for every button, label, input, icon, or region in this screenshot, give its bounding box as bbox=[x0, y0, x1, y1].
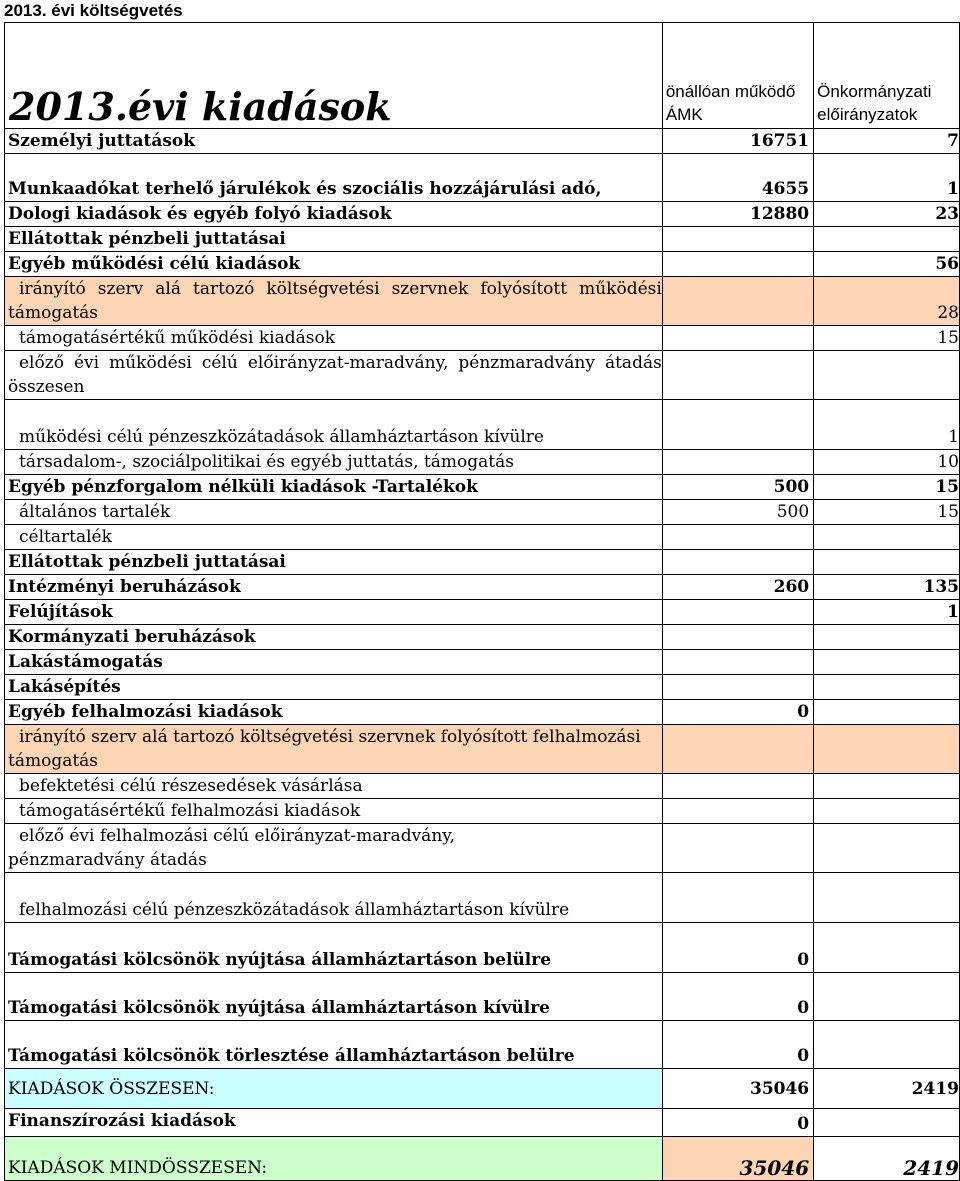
row-value-onk bbox=[814, 725, 960, 774]
header-row bbox=[5, 23, 960, 129]
row-value-amk bbox=[662, 326, 813, 351]
row-value-onk bbox=[814, 923, 960, 973]
row-value-amk bbox=[662, 725, 813, 774]
table-row bbox=[5, 575, 960, 600]
row-value-onk: 10 bbox=[814, 450, 960, 475]
row-label: Egyéb felhalmozási kiadások bbox=[5, 700, 663, 725]
row-value-amk bbox=[662, 450, 813, 475]
row-value-onk bbox=[814, 351, 960, 400]
row-value-onk bbox=[814, 873, 960, 923]
row-label: Felújítások bbox=[5, 600, 663, 625]
table-row bbox=[5, 600, 960, 625]
table-row bbox=[5, 774, 960, 799]
row-value-amk: 16751 bbox=[662, 129, 813, 154]
row-value-amk: 0 bbox=[662, 1109, 813, 1137]
row-value-amk bbox=[662, 625, 813, 650]
table-row bbox=[5, 525, 960, 550]
row-label: KIADÁSOK ÖSSZESEN: bbox=[5, 1069, 663, 1109]
table-row bbox=[5, 1021, 960, 1069]
row-value-amk: 35046 bbox=[662, 1137, 813, 1181]
row-value-onk: 56 bbox=[814, 252, 960, 277]
row-value-amk: 12880 bbox=[662, 202, 813, 227]
row-label: általános tartalék bbox=[5, 500, 663, 525]
row-value-amk: 0 bbox=[662, 923, 813, 973]
row-label: Kormányzati beruházások bbox=[5, 625, 663, 650]
row-value-amk bbox=[662, 650, 813, 675]
row-value-amk bbox=[662, 550, 813, 575]
row-value-onk bbox=[814, 550, 960, 575]
row-value-onk: 1 bbox=[814, 154, 960, 202]
row-label-text: irányító szerv alá tartozó költségvetési szervnek folyósított felhalmozási támogatás bbox=[8, 727, 641, 771]
row-value-onk: 23 bbox=[814, 202, 960, 227]
row-value-amk: 500 bbox=[662, 500, 813, 525]
row-label: társadalom-, szociálpolitikai és egyéb juttatás, támogatás bbox=[5, 450, 663, 475]
row-value-onk: 15 bbox=[814, 326, 960, 351]
row-label-text: előző évi felhalmozási célú előirányzat-maradvány, pénzmaradvány átadás bbox=[8, 826, 456, 870]
row-value-onk bbox=[814, 1021, 960, 1069]
row-label-text: előző évi működési célú előirányzat-maradvány, pénzmaradvány átadás összesen bbox=[8, 353, 662, 397]
row-label bbox=[5, 351, 663, 400]
table-row bbox=[5, 873, 960, 923]
row-value-amk bbox=[662, 351, 813, 400]
row-value-amk: 0 bbox=[662, 700, 813, 725]
row-value-onk: 135 bbox=[814, 575, 960, 600]
row-value-onk bbox=[814, 525, 960, 550]
row-label: Intézményi beruházások bbox=[5, 575, 663, 600]
row-label: Egyéb pénzforgalom nélküli kiadások -Tartalékok bbox=[5, 475, 663, 500]
row-label: befektetési célú részesedések vásárlása bbox=[5, 774, 663, 799]
row-value-onk bbox=[814, 1109, 960, 1137]
row-value-amk bbox=[662, 600, 813, 625]
row-label: Lakásépítés bbox=[5, 675, 663, 700]
row-value-onk: 7 bbox=[814, 129, 960, 154]
row-label: támogatásértékű felhalmozási kiadások bbox=[5, 799, 663, 824]
table-row bbox=[5, 351, 960, 400]
row-value-amk bbox=[662, 799, 813, 824]
row-label: Munkaadókat terhelő járulékok és szociális hozzájárulási adó, bbox=[5, 154, 663, 202]
row-value-onk bbox=[814, 675, 960, 700]
table-row bbox=[5, 923, 960, 973]
table-row bbox=[5, 1137, 960, 1181]
row-value-amk bbox=[662, 675, 813, 700]
row-label bbox=[5, 277, 663, 326]
row-value-amk bbox=[662, 252, 813, 277]
table-row bbox=[5, 675, 960, 700]
row-label: Lakástámogatás bbox=[5, 650, 663, 675]
table-row bbox=[5, 129, 960, 154]
table-row bbox=[5, 799, 960, 824]
row-label: Támogatási kölcsönök nyújtása államháztartáson kívülre bbox=[5, 973, 663, 1021]
row-label bbox=[5, 725, 663, 774]
table-row bbox=[5, 252, 960, 277]
column-header-onkormanyzati: Önkormányzati előirányzatok bbox=[814, 23, 960, 129]
row-value-onk bbox=[814, 973, 960, 1021]
row-value-amk: 35046 bbox=[662, 1069, 813, 1109]
row-value-amk bbox=[662, 525, 813, 550]
row-value-onk bbox=[814, 799, 960, 824]
table-row bbox=[5, 650, 960, 675]
document-title: 2013. évi költségvetés bbox=[4, 1, 183, 20]
row-label: Finanszírozási kiadások bbox=[5, 1109, 663, 1137]
table-row bbox=[5, 625, 960, 650]
row-label: Ellátottak pénzbeli juttatásai bbox=[5, 550, 663, 575]
row-value-onk: 2419 bbox=[814, 1069, 960, 1109]
row-label: céltartalék bbox=[5, 525, 663, 550]
row-value-onk bbox=[814, 227, 960, 252]
row-value-onk bbox=[814, 824, 960, 873]
row-value-amk bbox=[662, 277, 813, 326]
row-value-onk: 2419 bbox=[814, 1137, 960, 1181]
row-value-amk bbox=[662, 400, 813, 450]
row-label: felhalmozási célú pénzeszközátadások államháztartáson kívülre bbox=[5, 873, 663, 923]
expenditure-table bbox=[4, 22, 960, 1181]
table-row bbox=[5, 202, 960, 227]
row-value-onk bbox=[814, 700, 960, 725]
table-title: 2013.évi kiadások bbox=[5, 23, 663, 129]
row-label: működési célú pénzeszközátadások államháztartáson kívülre bbox=[5, 400, 663, 450]
table-row bbox=[5, 277, 960, 326]
row-label-text: irányító szerv alá tartozó költségvetési szervnek folyósított működési támogatás bbox=[8, 279, 662, 323]
table-row bbox=[5, 326, 960, 351]
row-label: Támogatási kölcsönök nyújtása államháztartáson belülre bbox=[5, 923, 663, 973]
table-row bbox=[5, 475, 960, 500]
table-row bbox=[5, 700, 960, 725]
row-value-amk bbox=[662, 873, 813, 923]
row-label: Ellátottak pénzbeli juttatásai bbox=[5, 227, 663, 252]
table-row bbox=[5, 973, 960, 1021]
table-row bbox=[5, 1109, 960, 1137]
row-value-amk: 0 bbox=[662, 973, 813, 1021]
table-row bbox=[5, 450, 960, 475]
table-row bbox=[5, 824, 960, 873]
row-value-onk: 15 bbox=[814, 475, 960, 500]
table-row bbox=[5, 400, 960, 450]
table-row bbox=[5, 550, 960, 575]
row-value-amk bbox=[662, 824, 813, 873]
row-value-amk bbox=[662, 227, 813, 252]
row-value-onk: 15 bbox=[814, 500, 960, 525]
row-value-amk: 4655 bbox=[662, 154, 813, 202]
row-label: KIADÁSOK MINDÖSSZESEN: bbox=[5, 1137, 663, 1181]
row-value-onk: 1 bbox=[814, 400, 960, 450]
table-row bbox=[5, 725, 960, 774]
row-label: Egyéb működési célú kiadások bbox=[5, 252, 663, 277]
column-header-amk: önállóan működő ÁMK bbox=[662, 23, 813, 129]
row-value-onk bbox=[814, 650, 960, 675]
row-label: Támogatási kölcsönök törlesztése államháztartáson belülre bbox=[5, 1021, 663, 1069]
table-row bbox=[5, 227, 960, 252]
row-value-amk: 500 bbox=[662, 475, 813, 500]
row-label: támogatásértékű működési kiadások bbox=[5, 326, 663, 351]
row-value-amk: 0 bbox=[662, 1021, 813, 1069]
row-value-onk bbox=[814, 774, 960, 799]
row-label: Dologi kiadások és egyéb folyó kiadások bbox=[5, 202, 663, 227]
table-row bbox=[5, 154, 960, 202]
row-value-onk: 1 bbox=[814, 600, 960, 625]
table-row bbox=[5, 1069, 960, 1109]
row-label: Személyi juttatások bbox=[5, 129, 663, 154]
row-value-onk: 28 bbox=[814, 277, 960, 326]
row-label bbox=[5, 824, 663, 873]
table-row bbox=[5, 500, 960, 525]
row-value-onk bbox=[814, 625, 960, 650]
row-value-amk: 260 bbox=[662, 575, 813, 600]
row-value-amk bbox=[662, 774, 813, 799]
